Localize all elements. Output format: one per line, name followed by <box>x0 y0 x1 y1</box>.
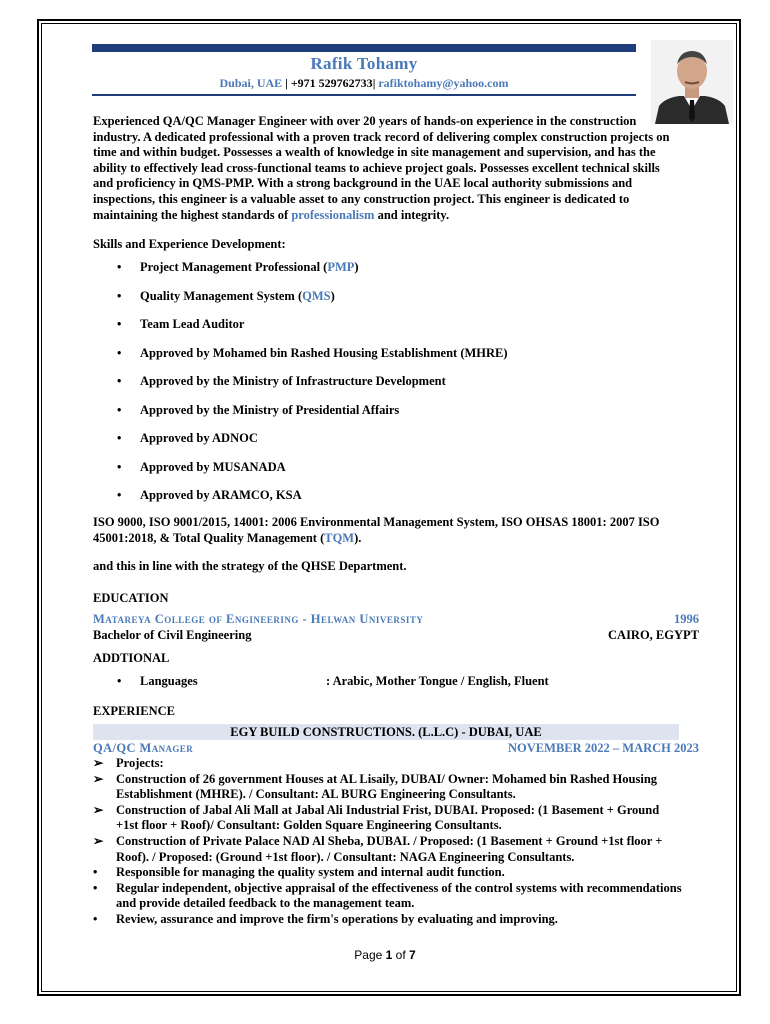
bullet-icon: • <box>117 488 122 502</box>
job-role-row <box>93 741 699 756</box>
profile-summary <box>93 114 673 223</box>
list-item <box>93 288 508 317</box>
additional-heading: ADDTIONAL <box>93 651 170 665</box>
degree-name: Bachelor of Civil Engineering <box>93 628 252 642</box>
summary-text: Experienced QA/QC Manager Engineer with over 20 years of hands-on experience in the construction industry. A dedicated professional with a proven track record of delivering complex construction projects on time and within budget. Possesses a wealth of knowledge in site management and supervision, and has the ability to effectively lead cross-functional teams to achieve project goals. Possesses excellent technical skills and proficiency in QMS-PMP. With a strong background in the UAE local authority submissions and inspections, this engineer is a valuable asset to any construction project. This engineer is dedicated to maintaining the highest standards of <box>93 114 670 222</box>
bullet-icon: • <box>117 431 122 445</box>
list-item <box>93 912 683 928</box>
email-link[interactable]: rafiktohamy@yahoo.com <box>378 76 509 90</box>
bullet-icon: • <box>117 402 122 417</box>
skill-text: Quality Management System ( <box>140 288 303 303</box>
bullet-icon: • <box>93 880 98 895</box>
list-item <box>93 259 508 288</box>
skill-text-end: ) <box>330 288 335 303</box>
list-item <box>93 487 508 516</box>
bullet-icon: • <box>93 865 98 880</box>
bullet-icon: • <box>117 317 122 331</box>
list-item <box>93 402 508 431</box>
education-location: CAIRO, EGYPT <box>608 628 699 642</box>
arrow-bullet-icon: ➢ <box>93 756 104 770</box>
skill-highlight: PMP <box>327 260 355 274</box>
skill-text: Approved by the Ministry of Infrastructure Development <box>140 374 446 388</box>
of-word: of <box>395 948 406 962</box>
bullet-icon: • <box>93 911 98 926</box>
list-item <box>93 881 683 912</box>
list-item <box>93 345 508 374</box>
bullet-icon: • <box>117 674 122 688</box>
college-name: Matareya College of Engineering - Helwan University <box>93 612 424 626</box>
skill-text: Approved by the Ministry of Presidential Affairs <box>140 402 400 417</box>
bullet-icon: • <box>117 345 122 360</box>
bullet-icon: • <box>117 288 122 303</box>
location: Dubai, UAE <box>219 76 283 90</box>
contact-line <box>92 76 636 91</box>
bullet-icon: • <box>117 260 122 274</box>
summary-highlight: professionalism <box>291 207 375 222</box>
education-institution-row <box>93 612 699 627</box>
bullet-icon: • <box>117 374 122 388</box>
languages-value: : Arabic, Mother Tongue / English, Fluent <box>326 674 549 688</box>
list-item <box>93 430 508 459</box>
skill-text: Approved by Mohamed bin Rashed Housing Establishment (MHRE) <box>140 345 508 360</box>
experience-list <box>93 756 683 928</box>
list-item <box>93 772 683 803</box>
arrow-bullet-icon: ➢ <box>93 771 104 786</box>
header-rule-bottom <box>92 94 636 96</box>
skills-heading: Skills and Experience Development: <box>93 237 286 251</box>
profile-photo-image <box>651 40 733 124</box>
iso-text-end: ). <box>354 530 362 545</box>
experience-text: Review, assurance and improve the firm's operations by evaluating and improving. <box>116 911 558 926</box>
page-word: Page <box>354 948 383 962</box>
skill-text: Approved by ARAMCO, KSA <box>140 488 302 502</box>
profile-photo <box>651 40 733 124</box>
iso-highlight: TQM <box>324 530 355 545</box>
skill-text-end: ) <box>354 260 359 274</box>
page-total: 7 <box>409 948 416 962</box>
separator: | <box>282 76 291 90</box>
languages-label: Languages <box>140 674 198 688</box>
skill-text: Approved by MUSANADA <box>140 459 286 474</box>
list-item <box>93 373 508 402</box>
separator: | <box>372 76 379 90</box>
experience-text: Regular independent, objective appraisal of the effectiveness of the control systems with recommendations and provide detailed feedback to the management team. <box>116 880 682 911</box>
education-degree-row <box>93 628 699 643</box>
list-item <box>93 803 683 834</box>
arrow-bullet-icon: ➢ <box>93 802 104 817</box>
summary-text-end: and integrity. <box>374 207 450 222</box>
phone-number: +971 529762733 <box>290 76 373 90</box>
experience-text: Construction of 26 government Houses at AL Lisaily, DUBAI/ Owner: Mohamed bin Rashed Housing Establishment (MHRE). / Consultant: AL BURG Engineering Consultants. <box>116 771 658 802</box>
skill-text: Team Lead Auditor <box>140 317 245 331</box>
job-dates: NOVEMBER 2022 – MARCH 2023 <box>508 741 699 755</box>
list-item <box>93 834 683 865</box>
certifications-paragraph <box>93 515 673 546</box>
page-footer <box>0 948 770 962</box>
education-heading: EDUCATION <box>93 591 169 605</box>
experience-text: Projects: <box>116 756 164 770</box>
graduation-year: 1996 <box>674 612 699 626</box>
arrow-bullet-icon: ➢ <box>93 833 104 848</box>
list-item <box>93 865 683 881</box>
experience-text: Responsible for managing the quality system and internal audit function. <box>116 865 505 880</box>
experience-text: Construction of Private Palace NAD Al Sheba, DUBAI. / Proposed: (1 Basement + Ground +1st floor + Roof). / Proposed: (Ground +1st floor). / Consultant: NAGA Engineering Consultants. <box>116 833 663 864</box>
list-item <box>93 316 508 345</box>
iso-text: ISO 9000, ISO 9001/2015, 14001: 2006 Environmental Management System, ISO OHSAS 18001: 2007 ISO 45001:2018, & Total Quality Management ( <box>93 515 660 545</box>
skills-list <box>93 259 508 516</box>
skill-highlight: QMS <box>302 288 331 303</box>
skill-text: Approved by ADNOC <box>140 431 258 445</box>
list-item <box>93 459 508 488</box>
bullet-icon: • <box>117 459 122 474</box>
list-item <box>93 756 683 772</box>
skill-text: Project Management Professional ( <box>140 260 328 274</box>
experience-heading: EXPERIENCE <box>93 704 175 718</box>
header-rule-top <box>92 44 636 52</box>
experience-text: Construction of Jabal Ali Mall at Jabal Ali Industrial Frist, DUBAI. Proposed: (1 Basement + Ground +1st floor + Roof)/ Consultant: Golden Square Engineering Consultants. <box>116 802 660 833</box>
job-title: QA/QC Manager <box>93 741 194 755</box>
strategy-line: and this in line with the strategy of the QHSE Department. <box>93 559 407 573</box>
company-name-band: EGY BUILD CONSTRUCTIONS. (L.L.C) - DUBAI, UAE <box>93 724 679 740</box>
candidate-name: Rafik Tohamy <box>310 54 418 73</box>
page-number: 1 <box>385 948 393 962</box>
